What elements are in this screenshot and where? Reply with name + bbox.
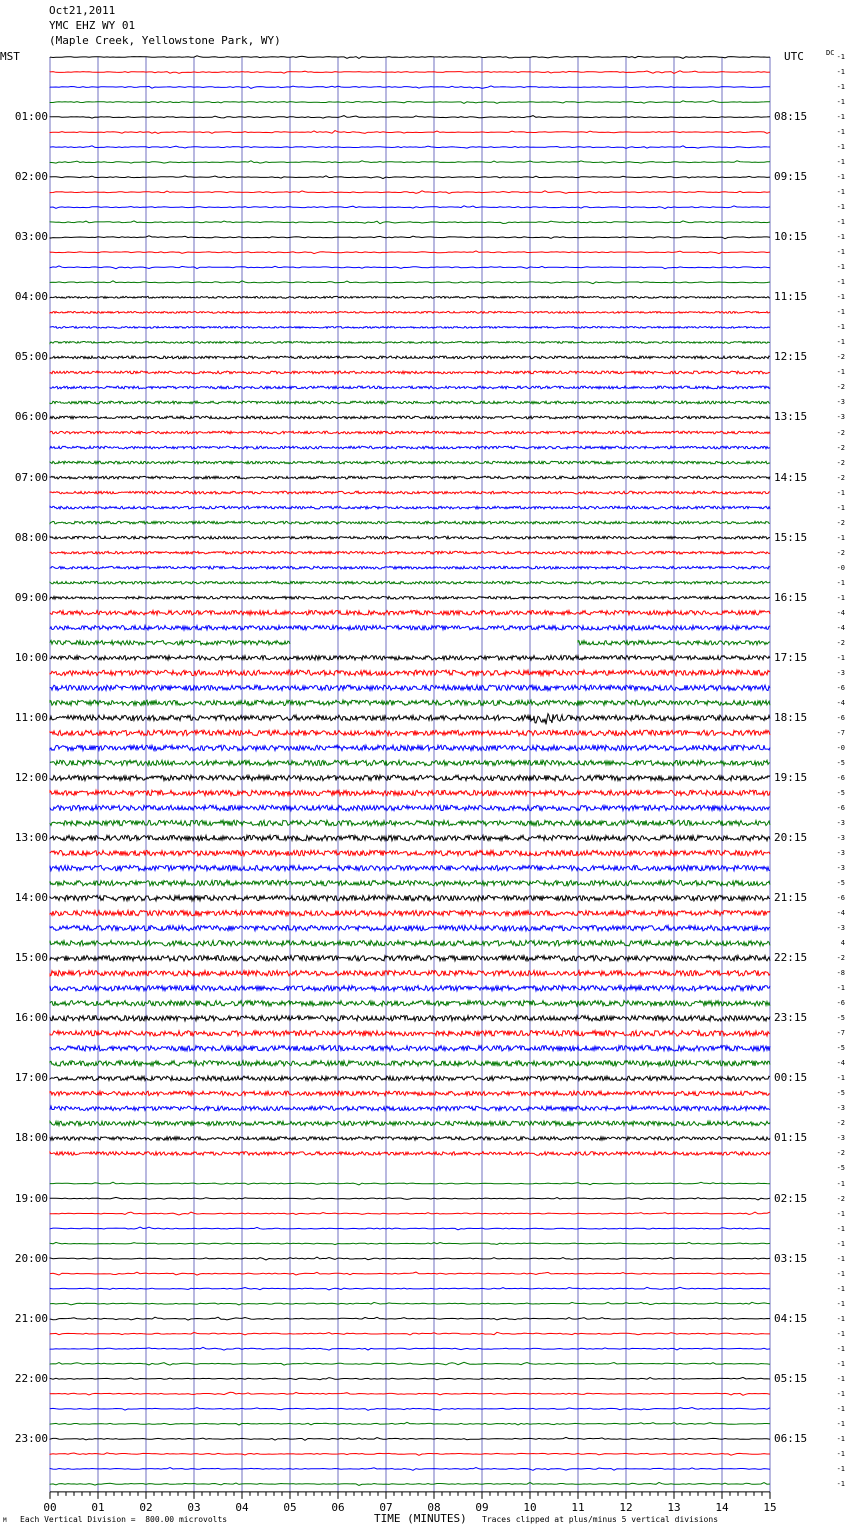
trace-row	[50, 221, 770, 224]
trace-row	[50, 1317, 770, 1320]
dc-offset-value: -3	[836, 834, 845, 842]
trace-row	[50, 1227, 770, 1230]
mst-hour-label: 15:00	[14, 951, 48, 964]
vertical-division-note: Each Vertical Division = 800.00 microvolts	[20, 1515, 228, 1524]
dc-offset-value: -6	[836, 714, 845, 722]
dc-offset-value: -1	[836, 173, 845, 181]
x-tick-label: 15	[763, 1500, 777, 1514]
dc-offset-value: -2	[836, 474, 845, 482]
dc-offset-value: -2	[836, 1119, 845, 1127]
dc-offset-value: 4	[840, 939, 845, 947]
dc-offset-value: -1	[836, 128, 845, 136]
x-tick-label: 02	[139, 1500, 153, 1514]
trace-row	[50, 700, 770, 705]
trace-row	[50, 1347, 770, 1350]
dc-offset-value: -1	[836, 1465, 845, 1473]
dc-offset-value: -1	[836, 1435, 845, 1443]
utc-hour-label: 12:15	[774, 350, 808, 363]
dc-offset-value: -1	[836, 1240, 845, 1248]
trace-row	[50, 865, 770, 870]
dc-label: DC	[826, 49, 835, 57]
dc-offset-value: -1	[836, 534, 845, 542]
trace-row	[50, 536, 770, 539]
dc-offset-value: -1	[836, 1225, 845, 1233]
date-title: Oct21,2011	[49, 4, 116, 17]
dc-offset-value: -3	[836, 398, 845, 406]
dc-offset-value: -3	[836, 1134, 845, 1142]
mst-hour-label: 01:00	[14, 110, 48, 123]
trace-row	[50, 86, 770, 89]
station-title: YMC EHZ WY 01	[49, 19, 136, 32]
dc-offset-value: -5	[836, 879, 845, 887]
dc-offset-value: -1	[836, 143, 845, 151]
trace-row	[50, 521, 770, 524]
utc-hour-label: 20:15	[774, 831, 808, 844]
dc-offset-value: -3	[836, 1104, 845, 1112]
trace-row	[50, 446, 770, 449]
trace-row	[50, 986, 770, 991]
trace-row	[50, 566, 770, 569]
x-tick-label: 01	[91, 1500, 105, 1514]
mst-hour-label: 08:00	[14, 531, 48, 544]
dc-offset-value: -1	[836, 113, 845, 121]
dc-offset-value: -1	[836, 1074, 845, 1082]
dc-offset-value: -1	[836, 1360, 845, 1368]
trace-row	[50, 805, 770, 810]
utc-hour-label: 15:15	[774, 531, 808, 544]
trace-row	[50, 1392, 770, 1395]
trace-row	[50, 596, 770, 599]
dc-offset-value: -2	[836, 429, 845, 437]
trace-row	[50, 1001, 770, 1006]
dc-offset-value: -1	[836, 1330, 845, 1338]
dc-offset-value: -6	[836, 894, 845, 902]
trace-row	[50, 1106, 770, 1110]
trace-row	[50, 342, 770, 344]
dc-offset-value: -1	[836, 1420, 845, 1428]
dc-offset-value: -4	[836, 699, 845, 707]
dc-offset-value: -2	[836, 353, 845, 361]
dc-offset-value: -1	[836, 1180, 845, 1188]
dc-offset-value: -1	[836, 1315, 845, 1323]
trace-row	[50, 790, 770, 795]
mst-hour-label: 03:00	[14, 230, 48, 243]
trace-row	[50, 551, 770, 554]
dc-offset-value: -4	[836, 609, 845, 617]
dc-offset-value: -2	[836, 639, 845, 647]
dc-offset-value: -3	[836, 669, 845, 677]
trace-row	[50, 1242, 770, 1244]
dc-offset-value: -1	[836, 188, 845, 196]
dc-offset-value: -1	[836, 83, 845, 91]
trace-row	[50, 371, 770, 374]
trace-row	[50, 266, 770, 269]
trace-row	[50, 1453, 770, 1456]
mst-hour-label: 04:00	[14, 290, 48, 303]
trace-row	[50, 745, 770, 750]
mst-hour-label: 11:00	[14, 711, 48, 724]
dc-offset-value: -3	[836, 924, 845, 932]
dc-offset-value: -5	[836, 1164, 845, 1172]
trace-row	[50, 1076, 770, 1081]
trace-row	[50, 1437, 770, 1440]
trace-row	[50, 1091, 770, 1096]
dc-offset-value: -4	[836, 624, 845, 632]
dc-offset-value: -3	[836, 849, 845, 857]
trace-row	[50, 236, 770, 239]
utc-hour-label: 02:15	[774, 1192, 808, 1205]
trace-row	[50, 626, 770, 631]
dc-offset-value: -1	[836, 1345, 845, 1353]
dc-offset-value: -1	[836, 278, 845, 286]
dc-offset-value: -1	[836, 308, 845, 316]
mst-hour-label: 18:00	[14, 1131, 48, 1144]
dc-offset-value: -5	[836, 1044, 845, 1052]
utc-hour-label: 05:15	[774, 1372, 808, 1385]
trace-row	[50, 206, 770, 209]
trace-row	[50, 670, 770, 675]
dc-offset-value: -2	[836, 383, 845, 391]
x-tick-label: 11	[571, 1500, 585, 1514]
trace-row	[50, 506, 770, 509]
dc-offset-value: -1	[836, 368, 845, 376]
trace-row	[50, 1422, 770, 1425]
mst-hour-label: 05:00	[14, 350, 48, 363]
utc-hour-label: 18:15	[774, 711, 808, 724]
trace-row	[50, 491, 770, 494]
mst-hour-label: 19:00	[14, 1192, 48, 1205]
trace-row	[50, 461, 770, 464]
dc-offset-value: -6	[836, 804, 845, 812]
trace-row	[50, 581, 770, 584]
x-tick-label: 06	[331, 1500, 345, 1514]
mst-hour-label: 02:00	[14, 170, 48, 183]
trace-row	[50, 281, 770, 284]
utc-hour-label: 06:15	[774, 1432, 808, 1445]
dc-offset-value: -2	[836, 549, 845, 557]
trace-row	[50, 1257, 770, 1260]
dc-offset-value: -1	[836, 1390, 845, 1398]
dc-offset-value: -1	[836, 98, 845, 106]
trace-row	[50, 1121, 770, 1126]
trace-row	[50, 1468, 770, 1471]
x-tick-label: 14	[715, 1500, 729, 1514]
dc-offset-value: -6	[836, 774, 845, 782]
x-tick-label: 08	[427, 1500, 441, 1514]
dc-offset-value: -4	[836, 1059, 845, 1067]
trace-row	[50, 1287, 770, 1290]
mst-hour-label: 12:00	[14, 771, 48, 784]
dc-offset-value: -2	[836, 954, 845, 962]
utc-hour-label: 14:15	[774, 471, 808, 484]
dc-offset-value: -1	[836, 1450, 845, 1458]
trace-row	[50, 714, 770, 725]
dc-offset-value: -1	[836, 1375, 845, 1383]
dc-offset-value: -1	[836, 1300, 845, 1308]
dc-offset-value: -8	[836, 969, 845, 977]
dc-offset-value: -1	[836, 594, 845, 602]
x-axis	[43, 1492, 776, 1514]
dc-offset-value: -2	[836, 1149, 845, 1157]
trace-row	[50, 56, 770, 59]
mst-axis-label: MST	[0, 50, 20, 63]
mst-hour-label: 14:00	[14, 891, 48, 904]
dc-offset-value: -1	[836, 579, 845, 587]
dc-offset-value: -1	[836, 1270, 845, 1278]
utc-hour-label: 10:15	[774, 230, 808, 243]
grid	[50, 57, 770, 1492]
trace-row	[50, 1272, 770, 1275]
x-tick-label: 13	[667, 1500, 681, 1514]
trace-row	[50, 910, 770, 915]
trace-row	[50, 1377, 770, 1379]
utc-hour-label: 01:15	[774, 1131, 808, 1144]
utc-hour-label: 08:15	[774, 110, 808, 123]
dc-offset-value: -5	[836, 759, 845, 767]
trace-row	[50, 956, 770, 961]
dc-offset-value: -1	[836, 338, 845, 346]
dc-offset-value: -2	[836, 519, 845, 527]
dc-offset-value: -7	[836, 1029, 845, 1037]
trace-row	[50, 730, 770, 735]
trace-row	[50, 880, 770, 885]
dc-offset-value: -7	[836, 729, 845, 737]
trace-row	[50, 71, 770, 74]
utc-hour-label: 03:15	[774, 1252, 808, 1265]
trace-row	[50, 327, 770, 329]
dc-offset-value: -1	[836, 504, 845, 512]
mst-hour-label: 16:00	[14, 1011, 48, 1024]
utc-hour-label: 16:15	[774, 591, 808, 604]
trace-row	[50, 775, 770, 780]
trace-row	[50, 1182, 770, 1185]
trace-row	[50, 656, 770, 660]
dc-offset-value: -3	[836, 819, 845, 827]
dc-offset-value: -0	[836, 564, 845, 572]
trace-row	[50, 401, 770, 404]
dc-offset-value: -1	[836, 323, 845, 331]
dc-offset-value: -5	[836, 789, 845, 797]
trace-row	[50, 176, 770, 179]
trace-row	[50, 1046, 770, 1051]
dc-offset-value: -1	[836, 293, 845, 301]
mst-hour-label: 07:00	[14, 471, 48, 484]
dc-offset-value: -1	[836, 1480, 845, 1488]
trace-row	[50, 685, 770, 690]
utc-hour-label: 23:15	[774, 1011, 808, 1024]
traces	[50, 56, 770, 1486]
trace-row	[50, 760, 770, 765]
trace-row	[50, 1152, 770, 1156]
trace-row	[50, 835, 770, 840]
trace-row	[50, 1302, 770, 1305]
trace-row	[50, 131, 770, 134]
x-tick-label: 12	[619, 1500, 633, 1514]
dc-offset-value: -1	[836, 489, 845, 497]
trace-row	[50, 1482, 770, 1485]
dc-offset-value: -1	[836, 1285, 845, 1293]
mst-hour-label: 10:00	[14, 651, 48, 664]
trace-row	[50, 191, 770, 194]
mst-hour-label: 22:00	[14, 1372, 48, 1385]
utc-hour-label: 04:15	[774, 1312, 808, 1325]
dc-offset-value: -4	[836, 909, 845, 917]
x-tick-label: 04	[235, 1500, 249, 1514]
utc-axis-label: UTC	[784, 50, 804, 63]
mst-hour-label: 21:00	[14, 1312, 48, 1325]
dc-offset-value: -1	[836, 1210, 845, 1218]
dc-offset-value: -1	[836, 1405, 845, 1413]
dc-offset-value: -6	[836, 684, 845, 692]
trace-row	[50, 1408, 770, 1411]
dc-offset-value: -1	[836, 654, 845, 662]
dc-offset-value: -1	[836, 263, 845, 271]
trace-row	[50, 476, 770, 479]
trace-row	[50, 101, 770, 104]
trace-row	[50, 895, 770, 900]
x-tick-label: 07	[379, 1500, 393, 1514]
trace-row	[50, 941, 770, 946]
x-tick-label: 03	[187, 1500, 201, 1514]
dc-offset-value: -1	[836, 984, 845, 992]
utc-hour-label: 00:15	[774, 1071, 808, 1084]
dc-offset-value: -1	[836, 233, 845, 241]
trace-row	[50, 251, 770, 254]
trace-row	[50, 1016, 770, 1021]
utc-hour-label: 22:15	[774, 951, 808, 964]
dc-offset-value: -1	[836, 203, 845, 211]
trace-row	[50, 1061, 770, 1066]
dc-offset-value: -1	[836, 1255, 845, 1263]
dc-offset-value: -1	[836, 68, 845, 76]
trace-row	[50, 116, 770, 119]
utc-hour-label: 19:15	[774, 771, 808, 784]
utc-hour-label: 09:15	[774, 170, 808, 183]
trace-row	[50, 431, 770, 434]
dc-offset-value: -2	[836, 459, 845, 467]
trace-row	[50, 146, 770, 149]
dc-offset-value: -6	[836, 999, 845, 1007]
utc-hour-label: 17:15	[774, 651, 808, 664]
footer-mark: M	[3, 1517, 7, 1524]
dc-offset-value: -2	[836, 1195, 845, 1203]
location-subtitle: (Maple Creek, Yellowstone Park, WY)	[49, 34, 281, 47]
trace-row	[50, 926, 770, 931]
trace-row	[50, 1332, 770, 1335]
mst-hour-label: 17:00	[14, 1071, 48, 1084]
dc-offset-value: -1	[836, 158, 845, 166]
mst-hour-label: 20:00	[14, 1252, 48, 1265]
trace-row	[50, 971, 770, 976]
trace-row	[50, 161, 770, 163]
trace-row	[50, 850, 770, 855]
trace-row	[50, 1212, 770, 1215]
trace-row	[50, 416, 770, 419]
dc-offset-value: -5	[836, 1089, 845, 1097]
trace-row	[50, 641, 290, 646]
trace-row	[50, 386, 770, 389]
clipping-note: Traces clipped at plus/minus 5 vertical divisions	[482, 1515, 719, 1524]
trace-row	[50, 1137, 770, 1141]
trace-row	[50, 1197, 770, 1200]
x-axis-title: TIME (MINUTES)	[374, 1512, 467, 1525]
dc-offset-value: -1	[836, 218, 845, 226]
dc-offset-value: -1	[836, 53, 845, 61]
trace-row	[50, 296, 770, 298]
utc-hour-label: 21:15	[774, 891, 808, 904]
trace-row	[50, 311, 770, 313]
mst-hour-label: 06:00	[14, 410, 48, 423]
dc-offset-value: -5	[836, 1014, 845, 1022]
mst-hour-label: 09:00	[14, 591, 48, 604]
trace-row	[50, 820, 770, 825]
trace-row	[50, 611, 770, 616]
dc-offset-value: -1	[836, 248, 845, 256]
x-tick-label: 05	[283, 1500, 297, 1514]
mst-hour-label: 13:00	[14, 831, 48, 844]
trace-row	[50, 1362, 770, 1365]
trace-row	[50, 1031, 770, 1036]
trace-row	[50, 356, 770, 359]
mst-hour-label: 23:00	[14, 1432, 48, 1445]
utc-hour-label: 11:15	[774, 290, 808, 303]
dc-offset-value: -0	[836, 744, 845, 752]
x-tick-label: 09	[475, 1500, 489, 1514]
dc-offset-value: -2	[836, 444, 845, 452]
dc-offset-value: -3	[836, 864, 845, 872]
dc-offset-value: -3	[836, 413, 845, 421]
x-tick-label: 10	[523, 1500, 537, 1514]
x-tick-label: 00	[43, 1500, 57, 1514]
utc-hour-label: 13:15	[774, 410, 808, 423]
